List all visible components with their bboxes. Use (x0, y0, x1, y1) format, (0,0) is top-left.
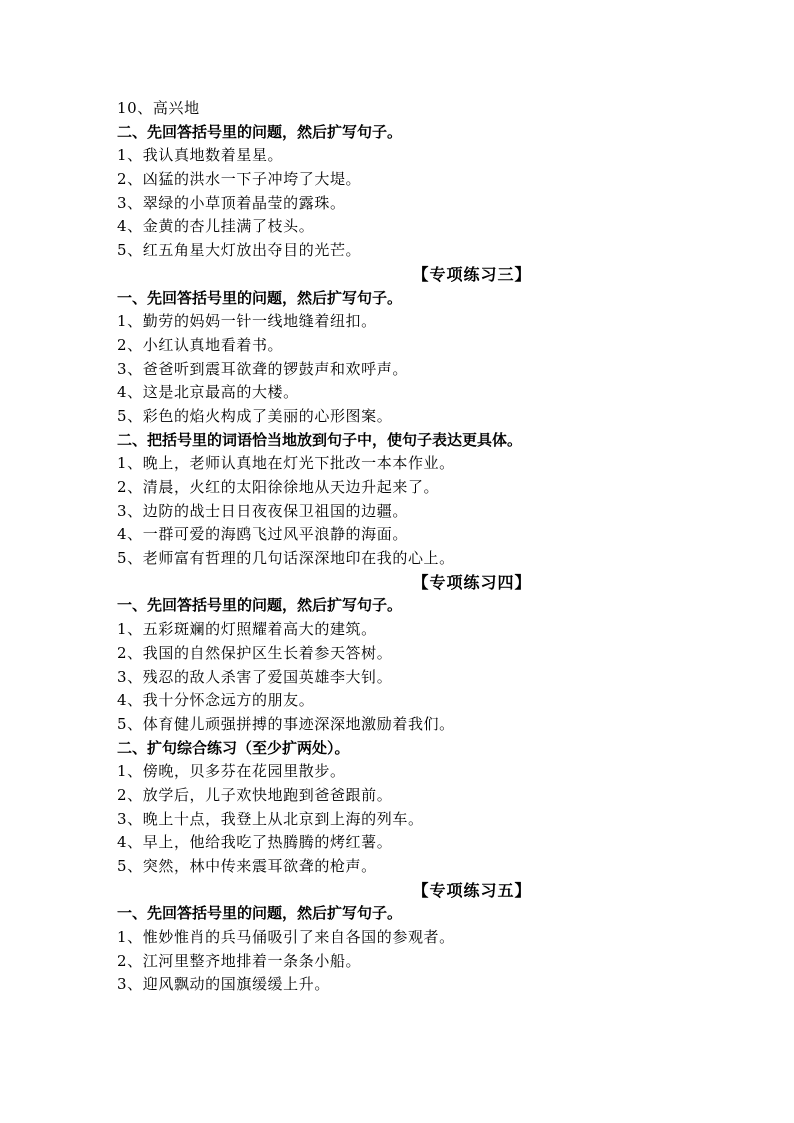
practice-title: 【专项练习四】 (412, 572, 532, 592)
section-heading: 二、先回答括号里的问题，然后扩写句子。 (117, 122, 403, 141)
practice-title: 【专项练习三】 (412, 264, 532, 284)
exercise-item: 5、彩色的焰火构成了美丽的心形图案。 (117, 406, 393, 425)
exercise-item: 1、我认真地数着星星。 (117, 146, 284, 165)
exercise-item: 1、勤劳的妈妈一针一线地缝着纽扣。 (117, 312, 377, 331)
exercise-item: 4、这是北京最高的大楼。 (117, 383, 299, 402)
exercise-item: 1、晚上，老师认真地在灯光下批改一本本作业。 (117, 454, 455, 473)
exercise-item: 2、凶猛的洪水一下子冲垮了大堤。 (117, 170, 362, 189)
section-heading: 一、先回答括号里的问题，然后扩写句子。 (117, 288, 403, 307)
section-heading: 一、先回答括号里的问题，然后扩写句子。 (117, 904, 403, 923)
exercise-item: 1、傍晚，贝多芬在花园里散步。 (117, 762, 346, 781)
exercise-item: 4、我十分怀念远方的朋友。 (117, 691, 315, 710)
exercise-item: 5、体育健儿顽强拼搏的事迹深深地激励着我们。 (117, 714, 455, 733)
exercise-item: 4、一群可爱的海鸥飞过风平浪静的海面。 (117, 525, 408, 544)
section-heading: 一、先回答括号里的问题，然后扩写句子。 (117, 596, 403, 615)
exercise-item: 4、金黄的杏儿挂满了枝头。 (117, 217, 315, 236)
exercise-item: 4、早上，他给我吃了热腾腾的烤红薯。 (117, 833, 393, 852)
exercise-item: 3、晚上十点，我登上从北京到上海的列车。 (117, 809, 424, 828)
exercise-item: 3、翠绿的小草顶着晶莹的露珠。 (117, 193, 346, 212)
exercise-item: 2、我国的自然保护区生长着参天答树。 (117, 643, 393, 662)
exercise-item: 5、红五角星大灯放出夺目的光芒。 (117, 241, 362, 260)
section-heading: 二、扩句综合练习（至少扩两处）。 (117, 738, 350, 757)
exercise-item: 5、老师富有哲理的几句话深深地印在我的心上。 (117, 549, 455, 568)
exercise-item: 5、突然，林中传来震耳欲聋的枪声。 (117, 857, 377, 875)
exercise-item: 2、放学后，儿子欢快地跑到爸爸跟前。 (117, 785, 393, 804)
section-heading: 二、把括号里的词语恰当地放到句子中，使句子表达更具体。 (117, 430, 523, 449)
exercise-item: 1、惟妙惟肖的兵马俑吸引了来自各国的参观者。 (117, 928, 455, 947)
practice-title: 【专项练习五】 (412, 880, 532, 900)
exercise-item: 3、边防的战士日日夜夜保卫祖国的边疆。 (117, 501, 408, 520)
exercise-item: 3、残忍的敌人杀害了爱国英雄李大钊。 (117, 667, 393, 686)
exercise-item: 2、江河里整齐地排着一条条小船。 (117, 951, 362, 970)
exercise-item: 3、爸爸听到震耳欲聋的锣鼓声和欢呼声。 (117, 359, 408, 378)
exercise-item: 3、迎风飘动的国旗缓缓上升。 (117, 975, 330, 994)
document-body (117, 97, 697, 997)
exercise-item: 1、五彩斑斓的灯照耀着高大的建筑。 (117, 620, 377, 639)
exercise-item: 10、高兴地 (117, 99, 200, 117)
exercise-item: 2、小红认真地看着书。 (117, 335, 284, 354)
exercise-item: 2、清晨，火红的太阳徐徐地从天边升起来了。 (117, 478, 440, 496)
